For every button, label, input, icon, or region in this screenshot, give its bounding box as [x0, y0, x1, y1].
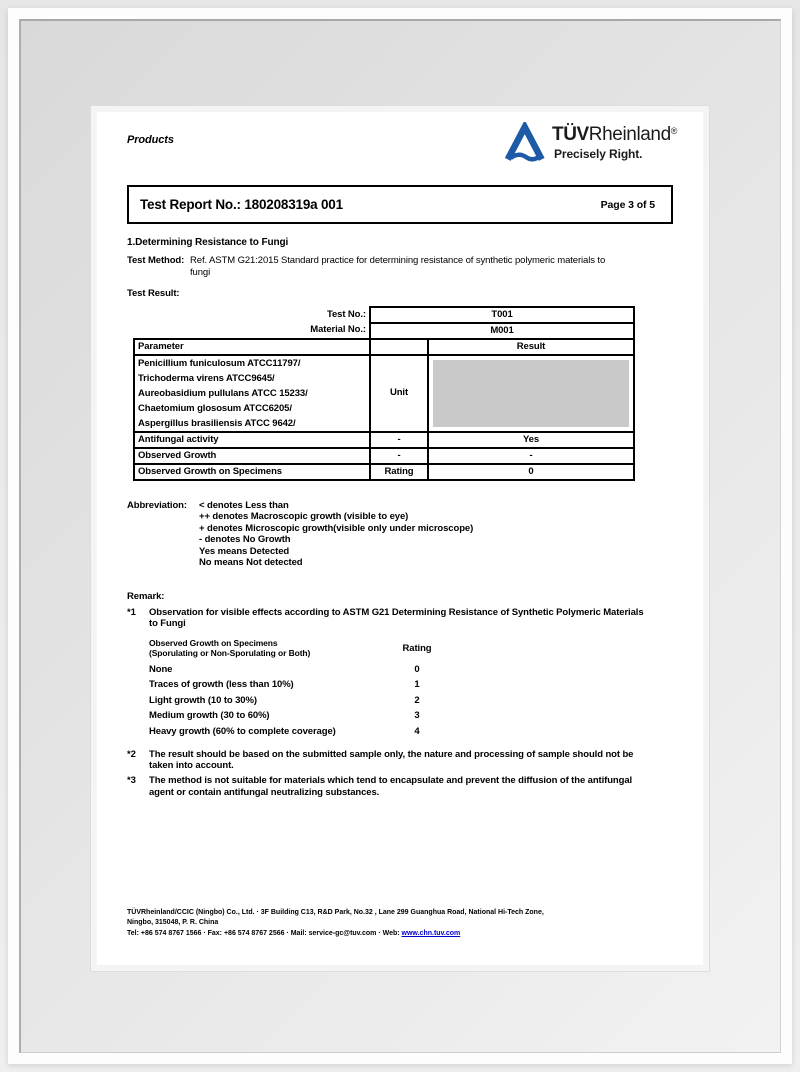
parameter-cell: Observed Growth on Specimens — [134, 464, 370, 480]
test-result-label: Test Result: — [127, 287, 180, 299]
footer-address-line1: TÜVRheinland/CCIC (Ningbo) Co., Ltd. · 3F Building C13, R&D Park, No.32 , Lane 299 Guanghua Road, National Hi-Tech Zone, — [127, 908, 544, 916]
report-page — [97, 112, 703, 965]
tuv-rheinland-logo — [502, 120, 677, 166]
section-heading: 1.Determining Resistance to Fungi — [127, 237, 289, 248]
fungi-result-cell — [428, 355, 634, 432]
test-method — [127, 255, 676, 279]
remark-block — [127, 591, 676, 798]
website-link[interactable]: www.chn.tuv.com — [401, 929, 461, 937]
unit-header — [370, 339, 428, 355]
rating-row: None 0 — [149, 663, 420, 675]
result-table — [133, 306, 635, 481]
result-cell: - — [428, 448, 634, 464]
table-row — [134, 464, 634, 480]
footer-contact-block — [127, 908, 673, 940]
report-number: Test Report No.: 180208319a 001 — [140, 197, 343, 212]
unit-cell: - — [370, 448, 428, 464]
report-number-box — [127, 185, 673, 224]
remark-item: *2 The result should be based on the submitted sample only, the nature and processing of sample should not be taken into account. — [127, 748, 634, 772]
rating-row: Heavy growth (60% to complete coverage) 4 — [149, 725, 420, 737]
unit-cell: Rating — [370, 464, 428, 480]
fungi-unit-cell: Unit — [370, 355, 428, 432]
redacted-result-box — [433, 360, 629, 427]
test-method-text: Ref. ASTM G21:2015 Standard practice for determining resistance of synthetic polymeric materials to fungi — [190, 255, 606, 278]
rating-row: Traces of growth (less than 10%) 1 — [149, 679, 420, 691]
test-method-label: Test Method: — [127, 255, 185, 266]
table-row — [134, 432, 634, 448]
table-row-fungi — [134, 355, 634, 432]
rating-scale-table — [149, 638, 676, 737]
remark-item: *1 Observation for visible effects according to ASTM G21 Determining Resistance of Synthetic Polymeric Materials to Fungi — [127, 606, 644, 630]
products-label: Products — [127, 134, 174, 146]
result-cell: Yes — [428, 432, 634, 448]
parameter-cell: Observed Growth — [134, 448, 370, 464]
table-row — [134, 307, 634, 323]
parameter-header: Parameter — [134, 339, 370, 355]
page-indicator: Page 3 of 5 — [600, 198, 655, 211]
rating-row: Light growth (10 to 30%) 2 — [149, 694, 420, 706]
table-header-row — [134, 339, 634, 355]
abbreviation-block — [127, 500, 676, 569]
logo-wordmark: TÜVRheinland® — [551, 124, 677, 145]
remark-label: Remark: — [127, 590, 165, 602]
result-header: Result — [428, 339, 634, 355]
logo-tagline: Precisely Right. — [553, 147, 643, 161]
test-no-label: Test No.: — [326, 308, 366, 320]
footer-contact-line: Tel: +86 574 8767 1566 · Fax: +86 574 8767 2566 · Mail: service-gc@tuv.com · Web: www.chn.tuv.com — [127, 929, 461, 937]
rating-row: Medium growth (30 to 60%) 3 — [149, 710, 420, 722]
table-row — [134, 448, 634, 464]
parameter-cell: Antifungal activity — [134, 432, 370, 448]
material-no-value: M001 — [370, 323, 634, 339]
footer-address-line2: Ningbo, 315048, P. R. China — [127, 919, 219, 926]
abbreviation-label: Abbreviation: — [127, 499, 187, 511]
remark-item: *3 The method is not suitable for materials which tend to encapsulate and prevent the diffusion of the antifungal agent or contain antifungal neutralizing substances. — [127, 775, 633, 798]
table-row — [134, 323, 634, 339]
registered-mark: ® — [670, 126, 677, 136]
rating-table-header: Observed Growth on Specimens (Sporulating or Non-Sporulating or Both) Rating — [149, 637, 432, 659]
test-no-value: T001 — [370, 307, 634, 323]
result-cell: 0 — [428, 464, 634, 480]
tuv-triangle-icon — [502, 122, 546, 166]
fungi-parameter-list: Penicillium funiculosum ATCC11797/ Trichoderma virens ATCC9645/ Aureobasidium pullulans ATCC 15233/ Chaetomium glososum ATCC6205/ Aspergillus brasiliensis ATCC 9642/ — [134, 355, 370, 432]
material-no-label: Material No.: — [310, 324, 366, 336]
report-body — [127, 237, 676, 801]
unit-cell: - — [370, 432, 428, 448]
abbreviation-lines: < denotes Less than ++ denotes Macroscopic growth (visible to eye) + denotes Microscopic growth(visible only under microscope) - denotes No Growth Yes means Detected No means Not detected — [199, 499, 474, 569]
